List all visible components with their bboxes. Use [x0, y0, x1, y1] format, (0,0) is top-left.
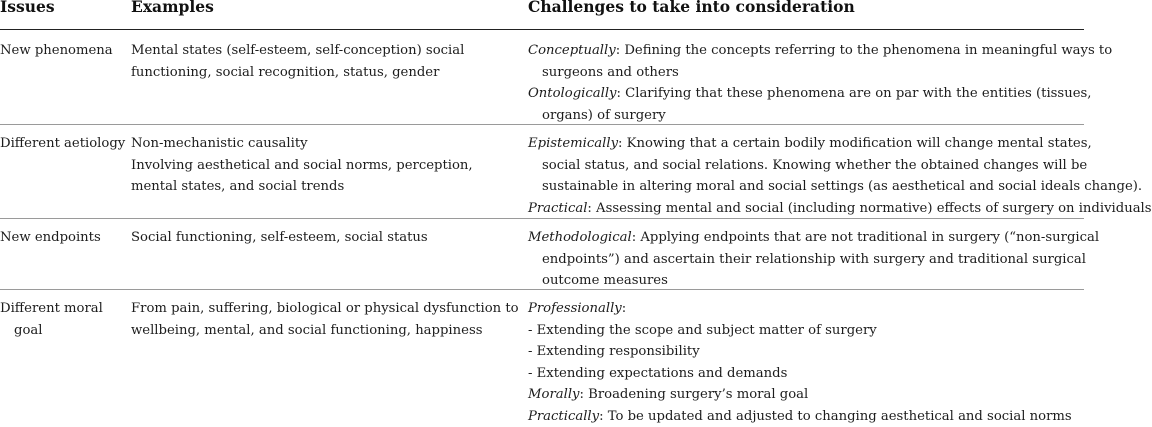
- challenge-line: [528, 406, 1084, 427]
- challenge-text: - Extending expectations and demands: [528, 365, 788, 381]
- challenge-text: : Knowing that a certain bodily modification will change mental states,: [618, 136, 1092, 151]
- issue-cell-line: goal: [14, 322, 43, 338]
- examples-cell-line: Mental states (self-esteem, self-conception) social: [131, 43, 465, 58]
- challenge-category: Practical: [528, 200, 588, 216]
- challenge-text: : Broadening surgery’s moral goal: [579, 387, 809, 402]
- challenge-text: organs) of surgery: [542, 107, 666, 123]
- examples-cell-line: Non-mechanistic causality: [131, 136, 308, 151]
- header-examples: Examples: [131, 0, 214, 16]
- challenge-category: Professionally: [528, 301, 622, 316]
- challenge-line: [528, 133, 1092, 155]
- challenge-line: [528, 320, 1084, 342]
- examples-cell-line: Social functioning, self-esteem, social status: [131, 230, 428, 245]
- challenge-line: [528, 363, 1084, 385]
- challenge-text: : Defining the concepts referring to the phenomena in meaningful ways to: [615, 43, 1113, 58]
- challenge-category: Epistemically: [528, 136, 619, 151]
- challenge-line: [528, 40, 1113, 62]
- row-divider: [0, 289, 1084, 290]
- challenge-line: [528, 249, 1098, 271]
- challenge-line: [528, 176, 1143, 198]
- challenge-text: - Extending responsibility: [528, 344, 700, 359]
- challenge-text: social status, and social relations. Knowing whether the obtained changes will be: [542, 157, 1088, 173]
- challenge-line: [528, 198, 1152, 220]
- challenge-text: : Applying endpoints that are not traditional in surgery (“non-surgical: [631, 230, 1100, 245]
- challenge-category: Conceptually: [528, 43, 616, 58]
- challenge-text: endpoints”) and ascertain their relationship with surgery and traditional surgical: [542, 251, 1086, 267]
- challenge-line: [528, 298, 1084, 320]
- challenge-category: Methodological: [528, 230, 632, 245]
- issue-cell-line: New phenomena: [0, 43, 113, 58]
- challenge-line: [528, 341, 1084, 363]
- examples-cell-line: functioning, social recognition, status, gender: [131, 64, 440, 80]
- challenge-line: [528, 105, 1098, 127]
- examples-cell-line: mental states, and social trends: [131, 179, 345, 194]
- examples-cell-line: wellbeing, mental, and social functioning, happiness: [131, 322, 483, 338]
- challenge-text: outcome measures: [542, 273, 668, 288]
- header-challenges: Challenges to take into consideration: [528, 0, 855, 16]
- issue-cell-line: Different moral: [0, 301, 103, 316]
- challenge-text: - Extending the scope and subject matter of surgery: [528, 322, 877, 338]
- challenge-category: Morally: [528, 387, 580, 402]
- header-rule: [0, 29, 1084, 30]
- row-divider: [0, 124, 1084, 125]
- challenge-text: :: [621, 301, 627, 316]
- challenge-category: Ontologically: [528, 86, 617, 101]
- row-divider: [0, 218, 1084, 219]
- challenge-text: : To be updated and adjusted to changing aesthetical and social norms: [599, 408, 1072, 424]
- issue-cell-line: New endpoints: [0, 230, 101, 245]
- challenge-text: : Assessing mental and social (including normative) effects of surgery on individuals: [587, 200, 1152, 216]
- challenge-line: [528, 155, 1098, 177]
- challenge-line: [528, 227, 1100, 249]
- examples-cell-line: From pain, suffering, biological or physical dysfunction to: [131, 301, 519, 316]
- challenge-line: [528, 83, 1092, 105]
- issue-cell-line: Different aetiology: [0, 136, 126, 151]
- challenge-text: : Clarifying that these phenomena are on par with the entities (tissues,: [616, 86, 1092, 101]
- challenge-category: Practically: [528, 408, 600, 424]
- challenge-line: [528, 384, 1084, 406]
- challenge-line: [528, 62, 1098, 84]
- header-issues: Issues: [0, 0, 55, 16]
- challenge-text: sustainable in altering moral and social settings (as aesthetical and social ideals change).: [542, 179, 1143, 194]
- challenge-text: surgeons and others: [542, 64, 679, 80]
- examples-cell-line: Involving aesthetical and social norms, perception,: [131, 157, 473, 173]
